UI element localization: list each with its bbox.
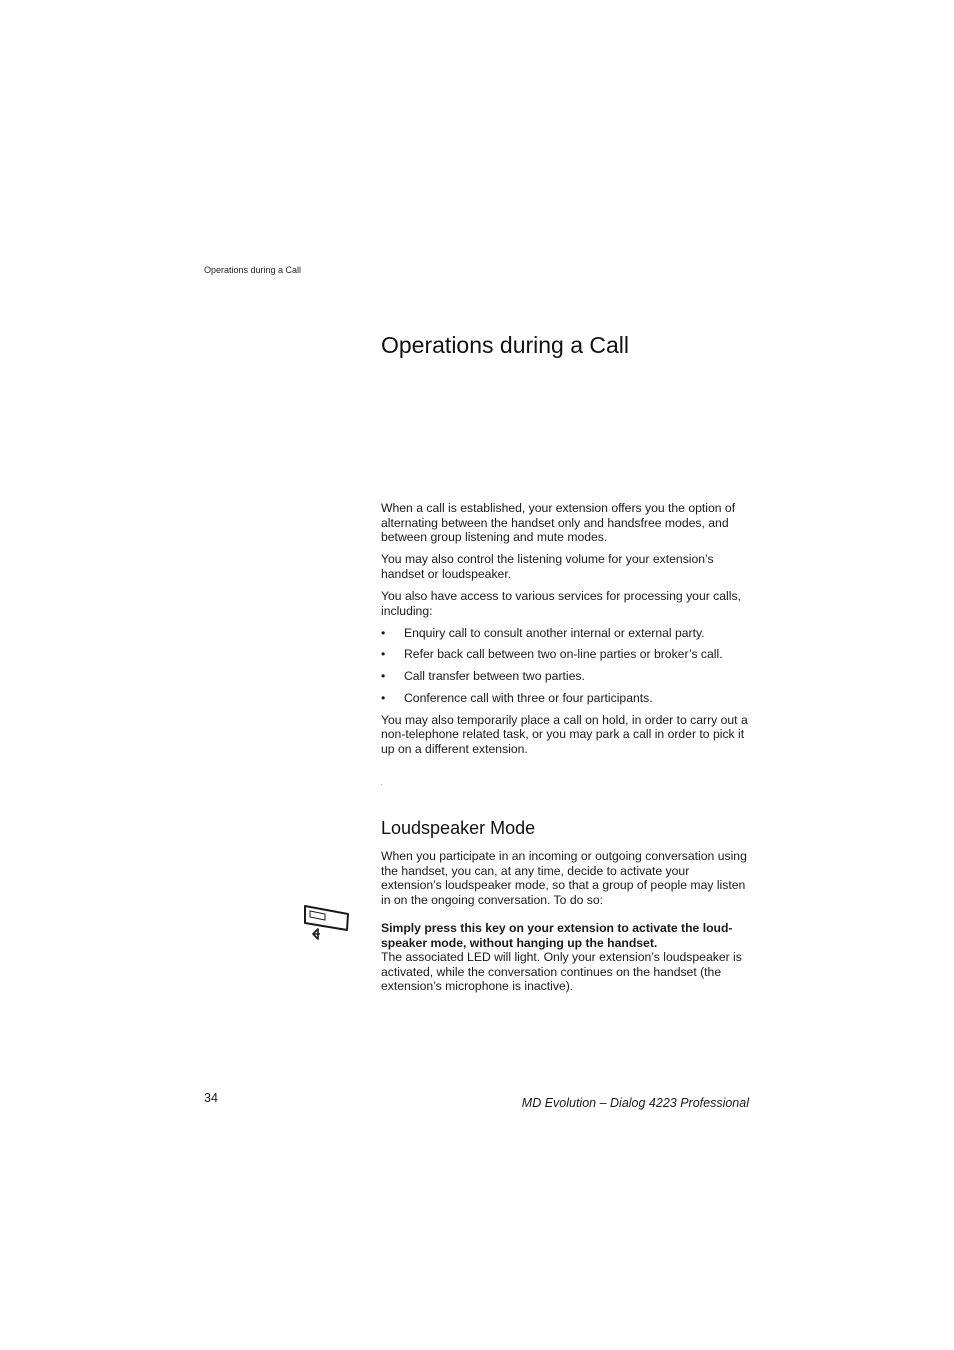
bullet-icon: • xyxy=(381,647,386,662)
intro-paragraph: You may also control the listening volume for your extension’s handset or loudspeaker. xyxy=(381,552,714,581)
list-item xyxy=(381,626,753,641)
running-header: Operations during a Call xyxy=(204,265,302,275)
list-item-text: Conference call with three or four participants. xyxy=(404,691,653,705)
list-item-text: Refer back call between two on-line parties or broker’s call. xyxy=(404,647,723,662)
section-paragraph: When you participate in an incoming or outgoing conversation using the handset, you can, at any time, decide to activate your extension’s loudspeaker mode, so that a group of people may listen in on the ongoing conversation. To do so: xyxy=(381,849,747,907)
list-item-text: Call transfer between two parties. xyxy=(404,669,585,684)
loudspeaker-key-icon xyxy=(298,902,354,944)
page-number: 34 xyxy=(204,1091,218,1105)
bullet-icon: • xyxy=(381,669,386,684)
instruction-bold: Simply press this key on your extension to activate the loud-speaker mode, without hanging up the handset. xyxy=(381,921,733,950)
footer-title: MD Evolution – Dialog 4223 Professional xyxy=(521,1096,749,1110)
services-list xyxy=(381,626,753,706)
list-item xyxy=(381,691,753,706)
chapter-intro xyxy=(381,501,753,764)
closing-paragraph: You may also temporarily place a call on hold, in order to carry out a non-telephone related task, or you may park a call in order to pick it up on a different extension. xyxy=(381,712,748,756)
intro-paragraph: You also have access to various services for processing your calls, including: xyxy=(381,588,741,618)
list-item xyxy=(381,647,753,662)
section-title: Loudspeaker Mode xyxy=(381,818,536,838)
list-item-text: Enquiry call to consult another internal or external party. xyxy=(404,625,705,640)
intro-paragraph: When a call is established, your extension offers you the option of alternating between the handset only and handsfree modes, and between group listening and mute modes. xyxy=(381,501,736,545)
bullet-icon: • xyxy=(381,691,386,705)
list-item xyxy=(381,669,753,684)
stray-mark xyxy=(381,784,382,785)
section-body xyxy=(381,849,753,915)
chapter-title: Operations during a Call xyxy=(381,332,630,358)
instruction-block xyxy=(381,921,753,994)
bullet-icon: • xyxy=(381,625,386,640)
instruction-text: The associated LED will light. Only your extension’s loudspeaker is activated, while the conversation continues on the handset (the extension’s microphone is inactive). xyxy=(381,950,742,994)
